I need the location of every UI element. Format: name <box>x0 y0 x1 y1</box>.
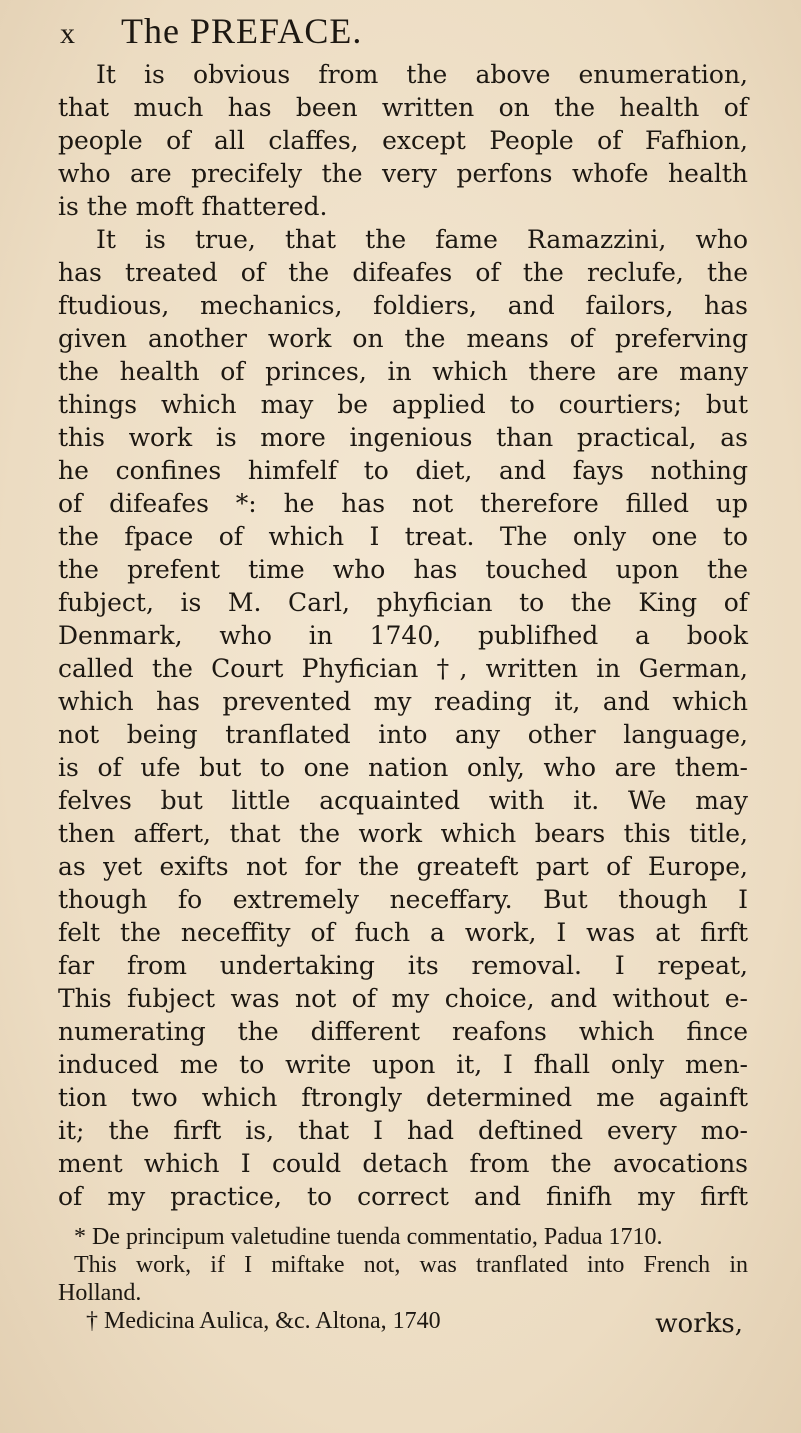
page-number: x <box>60 17 75 50</box>
footnote-line: This work, if I miftake not, was tranflated into French in <box>74 1252 748 1278</box>
text-line: the fpace of which I treat. The only one to <box>58 522 748 551</box>
text-line: Denmark, who in 1740, publifhed a book <box>58 621 748 650</box>
text-line: felves but little acquainted with it. We may <box>58 786 748 815</box>
text-line: far from undertaking its removal. I repeat, <box>58 951 748 980</box>
text-line: given another work on the means of preferving <box>58 324 748 353</box>
text-line: of my practice, to correct and finifh my firft <box>58 1182 748 1211</box>
text-line: induced me to write upon it, I fhall only men- <box>58 1050 748 1079</box>
footnote-line: † Medicina Aulica, &c. Altona, 1740 <box>86 1308 441 1334</box>
text-line: as yet exifts not for the greateft part of Europe, <box>58 852 748 881</box>
text-line: people of all claffes, except People of Fafhion, <box>58 126 748 155</box>
text-line: of difeafes *: he has not therefore filled up <box>58 489 748 518</box>
text-line: called the Court Phyfician †, written in German, <box>58 654 748 683</box>
text-line: ftudious, mechanics, foldiers, and failors, has <box>58 291 748 320</box>
text-line: things which may be applied to courtiers; but <box>58 390 748 419</box>
running-head: The PREFACE. <box>121 11 363 51</box>
text-line: felt the neceffity of fuch a work, I was at firft <box>58 918 748 947</box>
text-line: It is obvious from the above enumeration, <box>96 60 748 89</box>
text-line: is the moft fhattered. <box>58 192 328 221</box>
text-line: not being tranflated into any other language, <box>58 720 748 749</box>
text-line: the prefent time who has touched upon the <box>58 555 748 584</box>
text-line: has treated of the difeafes of the reclufe, the <box>58 258 748 287</box>
text-line: who are precifely the very perfons whofe health <box>58 159 748 188</box>
text-line: then affert, that the work which bears this title, <box>58 819 748 848</box>
text-line: though fo extremely neceffary. But though I <box>58 885 748 914</box>
text-line: It is true, that the fame Ramazzini, who <box>96 225 748 254</box>
text-line: that much has been written on the health of <box>58 93 748 122</box>
text-line: this work is more ingenious than practical, as <box>58 423 748 452</box>
footnote-line: * De principum valetudine tuenda commentatio, Padua 1710. <box>74 1224 663 1250</box>
text-line: he confines himfelf to diet, and fays nothing <box>58 456 748 485</box>
text-line: tion two which ftrongly determined me againft <box>58 1083 748 1112</box>
text-line: it; the firft is, that I had deftined every mo- <box>58 1116 748 1145</box>
page-header <box>60 6 580 56</box>
text-line: fubject, is M. Carl, phyfician to the King of <box>58 588 748 617</box>
footnote-line: Holland. <box>58 1280 142 1306</box>
text-line: This fubject was not of my choice, and without e- <box>58 984 748 1013</box>
text-line: ment which I could detach from the avocations <box>58 1149 748 1178</box>
text-line: is of ufe but to one nation only, who are them- <box>58 753 748 782</box>
catchword: works, <box>655 1309 743 1339</box>
text-line: numerating the different reafons which fince <box>58 1017 748 1046</box>
text-line: the health of princes, in which there are many <box>58 357 748 386</box>
text-line: which has prevented my reading it, and which <box>58 687 748 716</box>
